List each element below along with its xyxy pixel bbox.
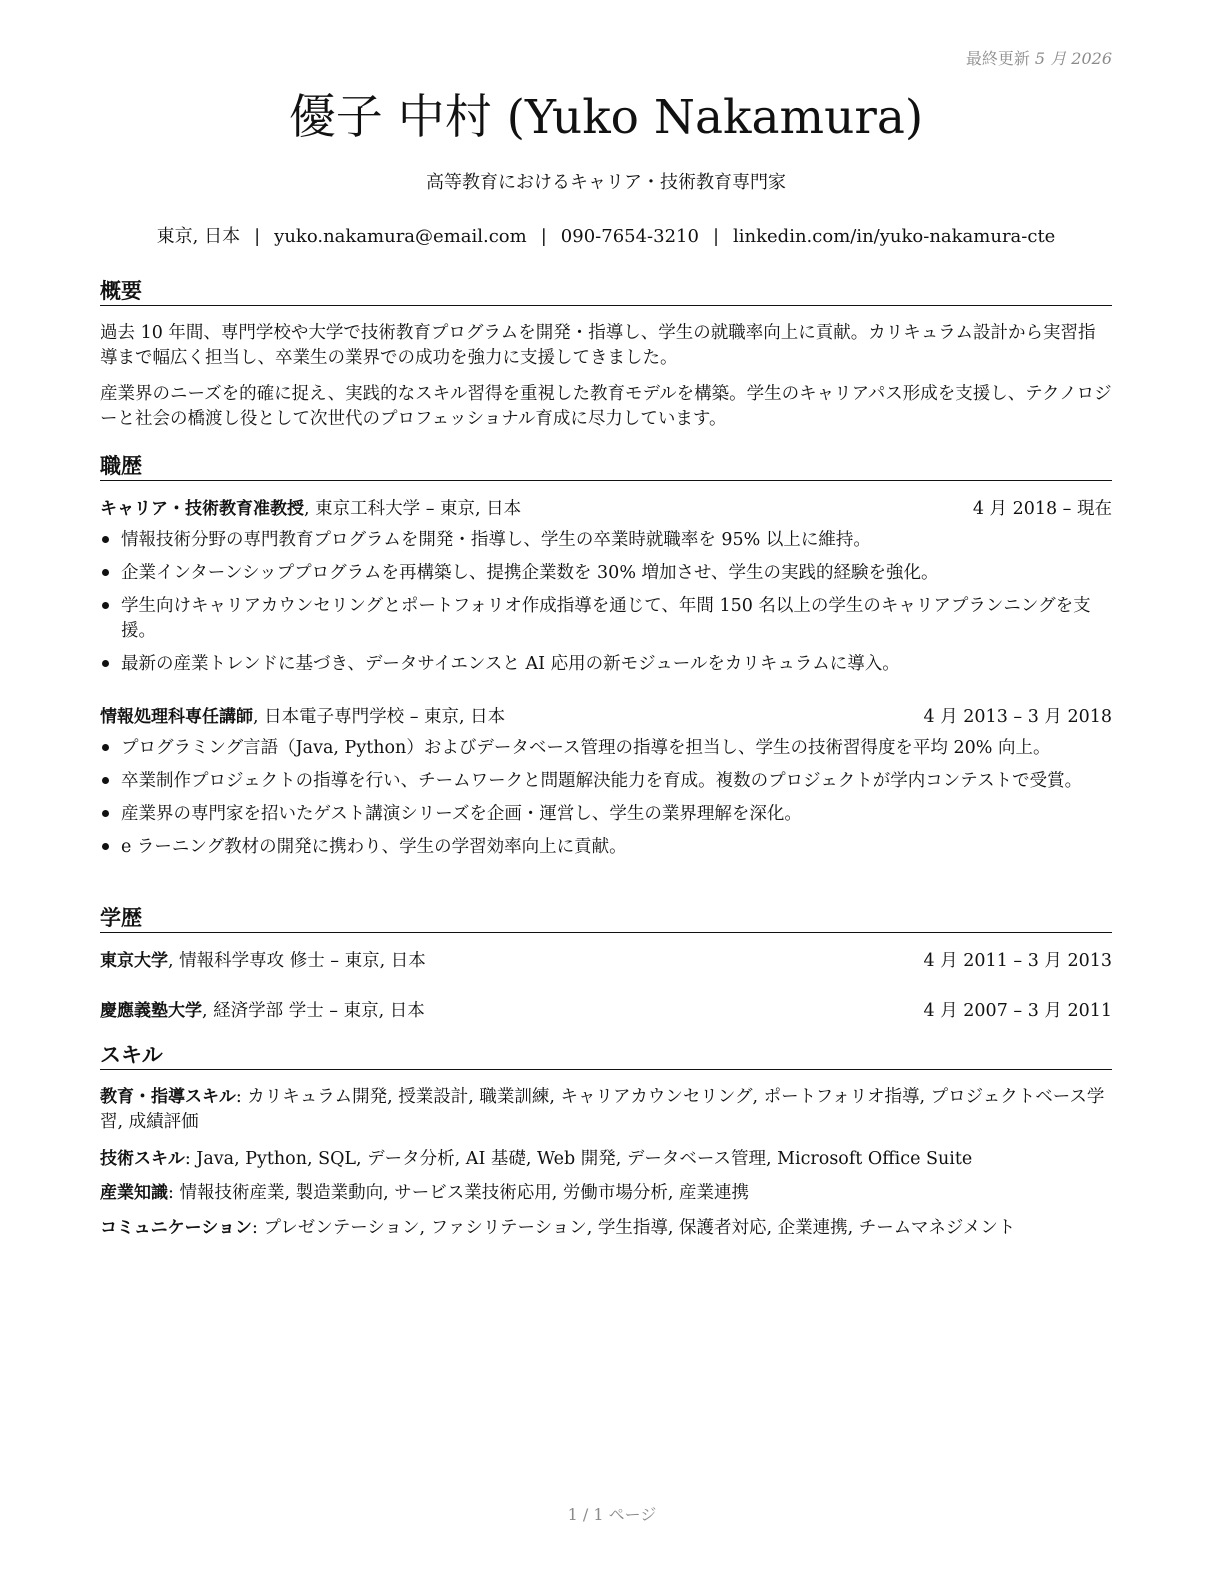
job-dates: 4 月 2018 – 現在 bbox=[972, 499, 1112, 519]
school-detail: , 経済学部 学士 – 東京, 日本 bbox=[202, 1001, 425, 1021]
skill-line bbox=[100, 1147, 1112, 1172]
job-header bbox=[100, 704, 1112, 730]
section-heading-experience: 職歴 bbox=[100, 453, 1112, 481]
job-title: キャリア・技術教育准教授 bbox=[100, 499, 304, 519]
bullet-icon bbox=[102, 569, 109, 576]
contact-line bbox=[100, 224, 1112, 250]
bullet-icon bbox=[102, 843, 109, 850]
school-name: 慶應義塾大学 bbox=[100, 1001, 202, 1021]
section-heading-education: 学歴 bbox=[100, 905, 1112, 933]
bullet-icon bbox=[102, 660, 109, 667]
job-bullets bbox=[100, 528, 1112, 685]
education-row bbox=[100, 948, 1112, 974]
bullet-icon bbox=[102, 602, 109, 609]
skill-label: コミュニケーション bbox=[100, 1218, 252, 1238]
skill-label: 教育・指導スキル bbox=[100, 1087, 236, 1107]
section-heading-skills: スキル bbox=[100, 1042, 1112, 1070]
contact-location: 東京, 日本 bbox=[156, 226, 241, 247]
skill-line bbox=[100, 1181, 1112, 1206]
list-item bbox=[100, 802, 1112, 827]
skill-line bbox=[100, 1085, 1112, 1135]
skill-label: 産業知識 bbox=[100, 1183, 168, 1203]
skill-value: : 情報技術産業, 製造業動向, サービス業技術応用, 労働市場分析, 産業連携 bbox=[168, 1183, 749, 1203]
bullet-icon bbox=[102, 810, 109, 817]
list-item bbox=[100, 561, 1112, 586]
page-number: 1 / 1 ページ bbox=[567, 1505, 657, 1524]
bullet-icon bbox=[102, 744, 109, 751]
bullet-icon bbox=[102, 536, 109, 543]
list-item bbox=[100, 528, 1112, 553]
job-bullets bbox=[100, 736, 1112, 868]
contact-separator: | bbox=[540, 226, 547, 247]
bullet-text: 情報技術分野の専門教育プログラムを開発・指導し、学生の卒業時就職率を 95% 以上に維持。 bbox=[121, 530, 871, 550]
last-updated-date: 5 月 2026 bbox=[1034, 49, 1112, 68]
education-dates: 4 月 2011 – 3 月 2013 bbox=[923, 951, 1112, 971]
summary-paragraph: 産業界のニーズを的確に捉え、実践的なスキル習得を重視した教育モデルを構築。学生のキャリアパス形成を支援し、テクノロジーと社会の橋渡し役として次世代のプロフェッショナル育成に尽力しています。 bbox=[100, 384, 1112, 429]
contact-linkedin-link[interactable]: linkedin.com/in/yuko-nakamura-cte bbox=[733, 226, 1056, 247]
contact-separator: | bbox=[254, 226, 261, 247]
list-item bbox=[100, 835, 1112, 860]
bullet-text: 学生向けキャリアカウンセリングとポートフォリオ作成指導を通じて、年間 150 名以上の学生のキャリアプランニングを支援。 bbox=[121, 596, 1091, 641]
section-heading-summary: 概要 bbox=[100, 278, 1112, 306]
resume-page bbox=[100, 0, 1112, 1584]
resume-name: 優子 中村 (Yuko Nakamura) bbox=[288, 90, 924, 145]
job-title: 情報処理科専任講師 bbox=[100, 707, 253, 727]
job-dates: 4 月 2013 – 3 月 2018 bbox=[923, 707, 1112, 727]
job-org: , 東京工科大学 – 東京, 日本 bbox=[304, 499, 522, 519]
school-name: 東京大学 bbox=[100, 951, 168, 971]
list-item bbox=[100, 652, 1112, 677]
last-updated bbox=[966, 46, 1112, 69]
bullet-text: 企業インターンシッププログラムを再構築し、提携企業数を 30% 増加させ、学生の実践的経験を強化。 bbox=[121, 563, 939, 583]
list-item bbox=[100, 594, 1112, 644]
education-row bbox=[100, 998, 1112, 1024]
bullet-text: e ラーニング教材の開発に携わり、学生の学習効率向上に貢献。 bbox=[121, 837, 627, 857]
list-item bbox=[100, 769, 1112, 794]
bullet-text: 卒業制作プロジェクトの指導を行い、チームワークと問題解決能力を育成。複数のプロジェクトが学内コンテストで受賞。 bbox=[121, 771, 1083, 791]
skill-line bbox=[100, 1216, 1112, 1241]
bullet-text: 産業界の専門家を招いたゲスト講演シリーズを企画・運営し、学生の業界理解を深化。 bbox=[121, 804, 802, 824]
bullet-text: プログラミング言語（Java, Python）およびデータベース管理の指導を担当し、学生の技術習得度を平均 20% 向上。 bbox=[121, 738, 1051, 758]
contact-phone: 090-7654-3210 bbox=[560, 226, 699, 247]
bullet-text: 最新の産業トレンドに基づき、データサイエンスと AI 応用の新モジュールをカリキュラムに導入。 bbox=[121, 654, 900, 674]
contact-email-link[interactable]: yuko.nakamura@email.com bbox=[274, 226, 527, 247]
education-dates: 4 月 2007 – 3 月 2011 bbox=[923, 1001, 1112, 1021]
skill-value: : Java, Python, SQL, データ分析, AI 基礎, Web 開発, データベース管理, Microsoft Office Suite bbox=[184, 1149, 973, 1169]
skill-label: 技術スキル bbox=[100, 1149, 185, 1169]
resume-tagline: 高等教育におけるキャリア・技術教育専門家 bbox=[426, 172, 786, 193]
last-updated-label: 最終更新 bbox=[965, 49, 1030, 68]
skill-value: : カリキュラム開発, 授業設計, 職業訓練, キャリアカウンセリング, ポートフォリオ指導, プロジェクトベース学習, 成績評価 bbox=[100, 1087, 1105, 1132]
list-item bbox=[100, 736, 1112, 761]
summary-paragraph: 過去 10 年間、専門学校や大学で技術教育プログラムを開発・指導し、学生の就職率向上に貢献。カリキュラム設計から実習指導まで幅広く担当し、卒業生の業界での成功を強力に支援してきました。 bbox=[100, 323, 1096, 368]
job-header bbox=[100, 496, 1112, 522]
contact-separator: | bbox=[712, 226, 720, 247]
skill-value: : プレゼンテーション, ファシリテーション, 学生指導, 保護者対応, 企業連携, チームマネジメント bbox=[251, 1218, 1016, 1238]
job-org: , 日本電子専門学校 – 東京, 日本 bbox=[253, 707, 506, 727]
school-detail: , 情報科学専攻 修士 – 東京, 日本 bbox=[168, 951, 426, 971]
bullet-icon bbox=[102, 777, 109, 784]
